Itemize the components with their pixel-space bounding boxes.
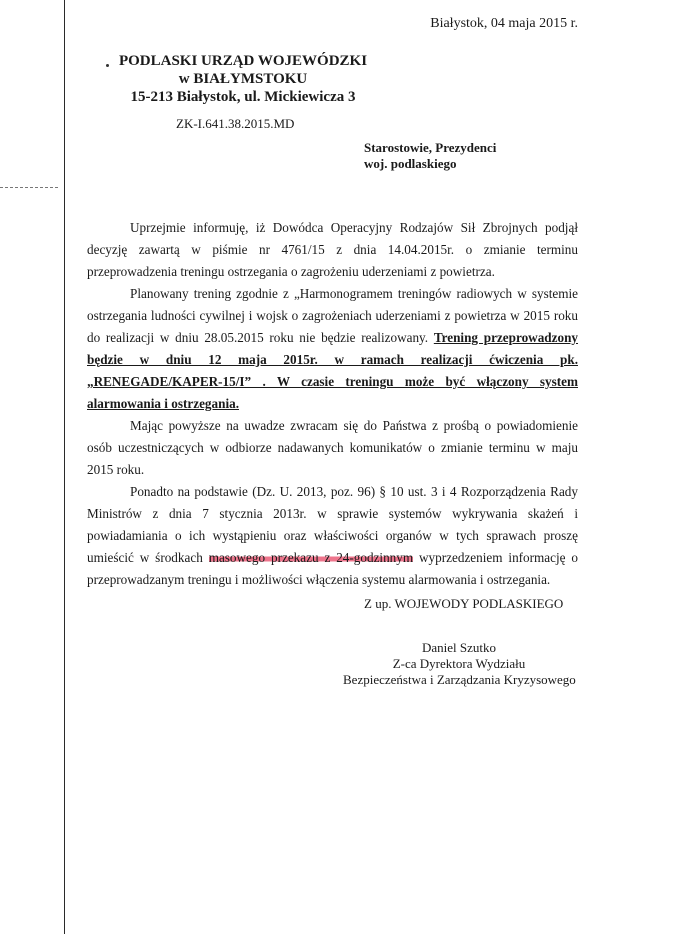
sender-office-name: PODLASKI URZĄD WOJEWÓDZKI <box>118 53 368 69</box>
paragraph-2 <box>87 283 578 415</box>
scan-fold-mark <box>0 187 58 188</box>
scan-border-line <box>64 0 65 934</box>
paragraph-4-text-after: wyprzedzeniem informację o przeprowadzanym treningu i możliwości włączenia systemu alarmowania i ostrzegania. <box>87 550 579 587</box>
paragraph-2-text: Planowany trening zgodnie z „Harmonogramem treningów radiowych w systemie ostrzegania ludności cywilnej i wojsk o zagrożeniach uderzeniami z powietrza w 2015 roku do realizacji w dniu 28.05.2015 roku nie będzie realizowany. <box>87 286 578 345</box>
recipient-line-1: Starostowie, Prezydenci <box>364 140 497 155</box>
paragraph-4 <box>87 481 578 591</box>
signatory-title: Z-ca Dyrektora Wydziału <box>392 656 526 671</box>
sender-office-city: w BIAŁYMSTOKU <box>178 71 308 87</box>
paragraph-1: Uprzejmie informuję, iż Dowódca Operacyjny Rodzajów Sił Zbrojnych podjął decyzję zawartą w piśmie nr 4761/15 z dnia 14.04.2015r. o zmianie terminu przeprowadzenia treningu ostrzegania o zagrożeniu uderzeniami z powietrza. <box>87 220 578 279</box>
letter-body <box>87 217 578 591</box>
signature-block <box>343 640 575 688</box>
recipient-block <box>364 140 496 172</box>
paragraph-3: Mając powyższe na uwadze zwracam się do Państwa z prośbą o powiadomienie osób uczestniczących w odbiorze nadawanych komunikatów o zmianie terminu w maju 2015 roku. <box>87 418 578 477</box>
letter-date: Białystok, 04 maja 2015 r. <box>430 16 578 31</box>
signatory-department: Bezpieczeństwa i Zarządzania Kryzysowego <box>343 672 576 687</box>
sender-office-address: 15-213 Białystok, ul. Mickiewicza 3 <box>130 89 356 105</box>
highlighted-text: masowego przekazu z 24-godzinnym <box>208 550 414 565</box>
signatory-name: Daniel Szutko <box>421 640 496 655</box>
sender-block <box>108 52 378 106</box>
recipient-line-2: woj. podlaskiego <box>364 156 457 171</box>
reference-number: ZK-I.641.38.2015.MD <box>176 116 295 131</box>
signoff: Z up. WOJEWODY PODLASKIEGO <box>364 596 564 611</box>
paragraph-4-text-before: Ponadto na podstawie (Dz. U. 2013, poz. 96) § 10 ust. 3 i 4 Rozporządzenia Rady Ministrów z dnia 7 stycznia 2013r. w sprawie systemów wykrywania skażeń i powiadamiania o ich wystąpieniu oraz właściwości organów w tych sprawach proszę umieścić w środkach <box>87 484 578 565</box>
paragraph-2-emphasis: Trening przeprowadzony będzie w dniu 12 maja 2015r. w ramach realizacji ćwiczenia pk. „RENEGADE/KAPER-15/I” . W czasie treningu może być włączony system alarmowania i ostrzegania. <box>87 330 578 411</box>
